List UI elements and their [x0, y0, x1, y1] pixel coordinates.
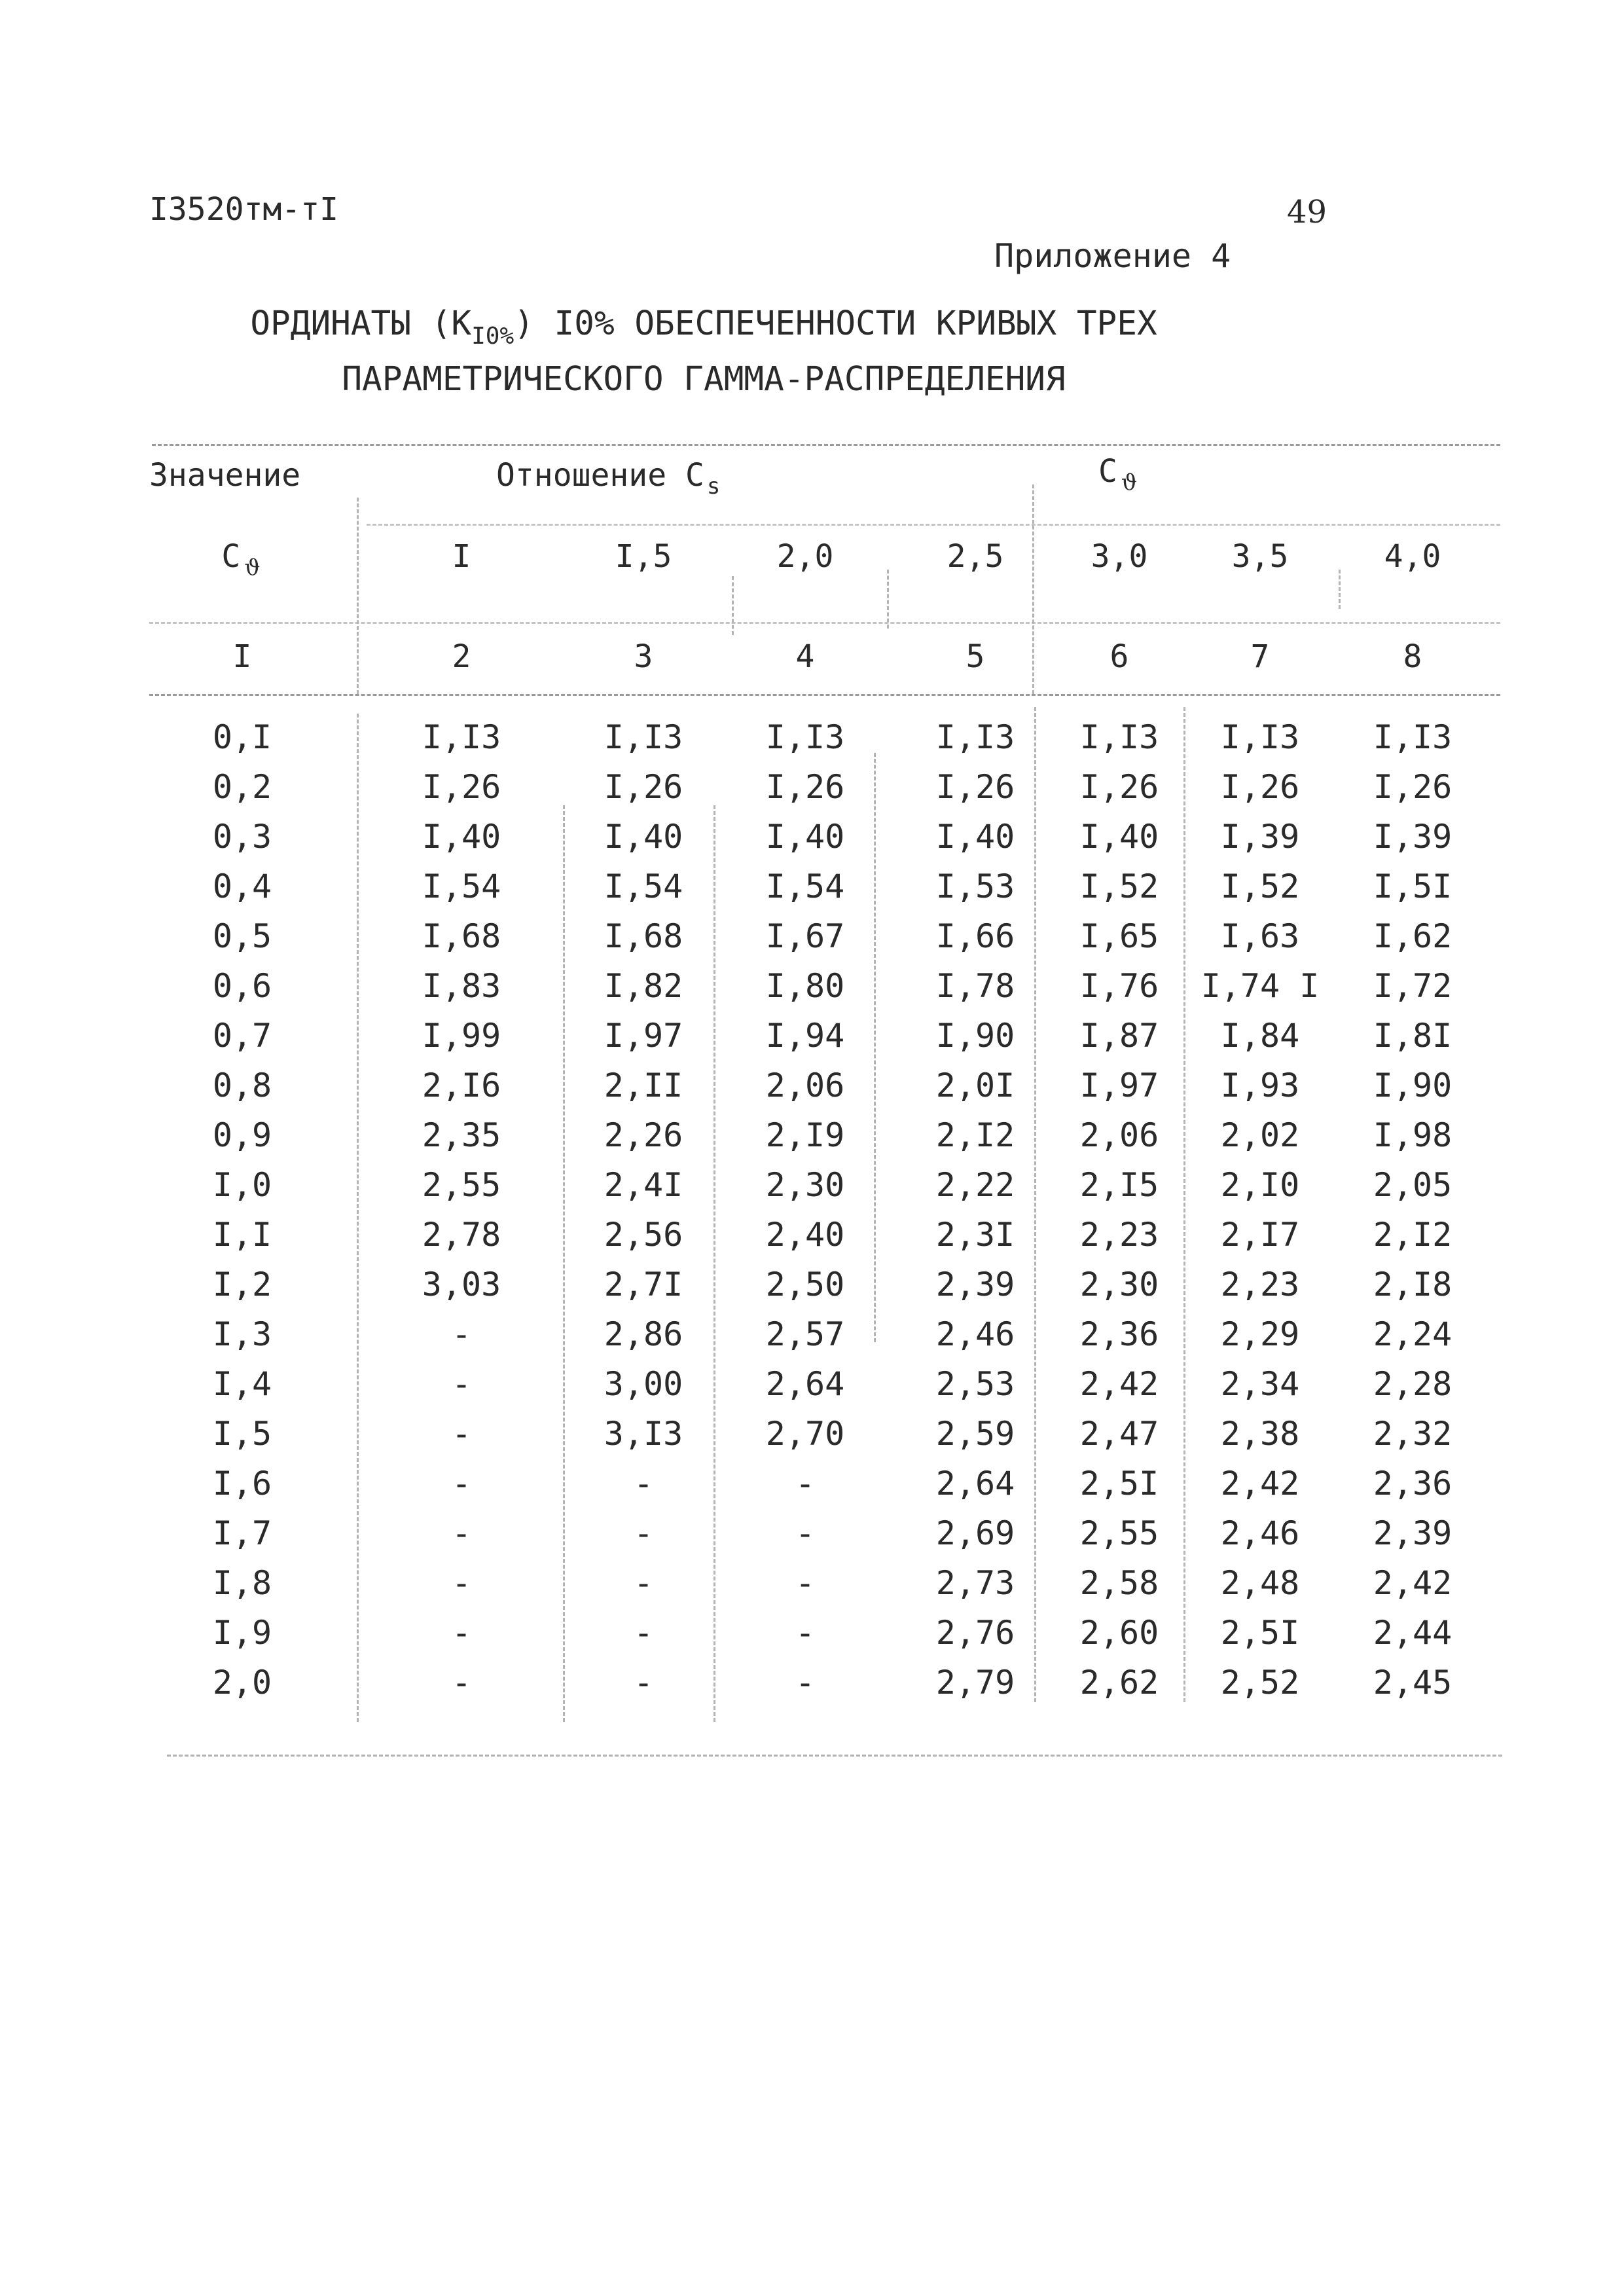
- ordinate-cell: 2,35: [422, 1116, 501, 1154]
- ordinate-cell: 2,42: [1220, 1465, 1300, 1503]
- ordinate-cell: I,97: [1079, 1066, 1159, 1104]
- ordinate-cell: I,I3: [765, 718, 845, 756]
- cv-value-cell: 2,0: [212, 1664, 272, 1702]
- ordinate-cell: I,80: [765, 967, 845, 1005]
- ordinate-cell: 2,4I: [604, 1166, 683, 1204]
- ordinate-cell: I,40: [422, 818, 501, 856]
- table-top-rule: [152, 444, 1500, 446]
- ordinate-cell: 2,42: [1079, 1365, 1159, 1403]
- cv-value-cell: 0,8: [212, 1066, 272, 1104]
- cv-value-cell: 0,I: [212, 718, 272, 756]
- column-divider: [732, 576, 734, 635]
- ordinate-cell: I,93: [1220, 1066, 1300, 1104]
- ordinate-cell: I,26: [422, 768, 501, 806]
- ordinate-cell: I,26: [935, 768, 1015, 806]
- title-subscript: I0%: [471, 323, 514, 350]
- ordinate-cell: I,8I: [1373, 1017, 1453, 1055]
- ordinate-cell: 2,56: [604, 1216, 683, 1254]
- ordinate-cell: 2,02: [1220, 1116, 1300, 1154]
- ordinate-cell: -: [451, 1315, 472, 1353]
- ordinate-cell: 2,29: [1220, 1315, 1300, 1353]
- ordinate-cell: I,39: [1220, 818, 1300, 856]
- ordinate-cell: I,40: [935, 818, 1015, 856]
- column-divider: [1183, 707, 1185, 1702]
- ordinate-cell: 2,53: [935, 1365, 1015, 1403]
- ordinate-cell: -: [451, 1365, 472, 1403]
- ordinate-cell: 2,30: [1079, 1266, 1159, 1303]
- ratio-value-header: 3,0: [1091, 538, 1148, 575]
- ordinate-cell: 2,39: [935, 1266, 1015, 1303]
- ordinate-cell: 2,I5: [1079, 1166, 1159, 1204]
- column-number: 6: [1110, 638, 1129, 675]
- ordinate-cell: 2,70: [765, 1415, 845, 1453]
- ordinate-cell: -: [451, 1415, 472, 1453]
- column-number: 5: [965, 638, 985, 675]
- ordinate-cell: 2,23: [1220, 1266, 1300, 1303]
- ordinate-cell: -: [795, 1664, 816, 1702]
- column-divider: [1034, 707, 1036, 1702]
- ratio-value-header: I: [452, 538, 471, 575]
- column-divider: [357, 498, 359, 694]
- ordinate-cell: 2,I6: [422, 1066, 501, 1104]
- ordinate-cell: 2,86: [604, 1315, 683, 1353]
- column-number: 3: [634, 638, 653, 675]
- cv-value-cell: I,3: [212, 1315, 272, 1353]
- ordinate-cell: 2,36: [1079, 1315, 1159, 1353]
- table-bottom-rule: [167, 1755, 1502, 1757]
- ordinate-cell: I,74 I: [1200, 967, 1320, 1005]
- ordinate-cell: 2,I9: [765, 1116, 845, 1154]
- header-cv-row-letter: C: [221, 538, 241, 575]
- cv-value-cell: I,8: [212, 1564, 272, 1602]
- ordinate-cell: I,72: [1373, 967, 1453, 1005]
- ordinate-cell: 2,I0: [1220, 1166, 1300, 1204]
- ordinate-cell: -: [451, 1514, 472, 1552]
- ordinate-cell: 2,55: [422, 1166, 501, 1204]
- cv-value-cell: 0,7: [212, 1017, 272, 1055]
- ordinate-cell: 2,55: [1079, 1514, 1159, 1552]
- cv-value-cell: 0,6: [212, 967, 272, 1005]
- ordinate-cell: 2,36: [1373, 1465, 1453, 1503]
- ordinate-cell: 2,39: [1373, 1514, 1453, 1552]
- header-cv-row-sub: ϑ: [244, 555, 261, 581]
- header-cv-row: [221, 538, 261, 581]
- page-number: 49: [1287, 194, 1327, 230]
- ordinate-cell: 2,48: [1220, 1564, 1300, 1602]
- ordinate-cell: 2,06: [1079, 1116, 1159, 1154]
- header-cs: C: [685, 457, 704, 494]
- ordinate-cell: 2,24: [1373, 1315, 1453, 1353]
- ordinate-cell: 2,64: [765, 1365, 845, 1403]
- ordinate-cell: I,52: [1220, 867, 1300, 905]
- cv-value-cell: I,7: [212, 1514, 272, 1552]
- ratio-value-header: 4,0: [1384, 538, 1441, 575]
- ordinate-cell: 2,I8: [1373, 1266, 1453, 1303]
- ordinate-cell: 2,46: [1220, 1514, 1300, 1552]
- column-number: 4: [795, 638, 815, 675]
- ordinate-cell: I,53: [935, 867, 1015, 905]
- title-part2: ) I0% ОБЕСПЕЧЕННОСТИ КРИВЫХ ТРЕХ ПАРАМЕТРИЧЕСКОГО ГАММА-РАСПРЕДЕЛЕНИЯ: [342, 304, 1157, 399]
- ordinate-cell: I,78: [935, 967, 1015, 1005]
- cv-value-cell: I,5: [212, 1415, 272, 1453]
- ordinate-cell: I,54: [765, 867, 845, 905]
- ordinate-cell: 3,00: [604, 1365, 683, 1403]
- column-number: 2: [452, 638, 471, 675]
- ordinate-cell: I,40: [1079, 818, 1159, 856]
- ordinate-cell: -: [633, 1664, 654, 1702]
- ordinate-cell: I,I3: [1079, 718, 1159, 756]
- ordinate-cell: 2,73: [935, 1564, 1015, 1602]
- header-cs-sub: s: [706, 473, 721, 500]
- ordinate-cell: 2,47: [1079, 1415, 1159, 1453]
- ordinate-cell: I,40: [604, 818, 683, 856]
- ordinate-cell: I,98: [1373, 1116, 1453, 1154]
- ordinate-cell: I,I3: [1373, 718, 1453, 756]
- cv-value-cell: I,0: [212, 1166, 272, 1204]
- ordinate-cell: I,I3: [604, 718, 683, 756]
- column-number: I: [232, 638, 252, 675]
- ordinate-cell: 2,0I: [935, 1066, 1015, 1104]
- ordinate-cell: 2,34: [1220, 1365, 1300, 1403]
- ordinate-cell: I,76: [1079, 967, 1159, 1005]
- ordinate-cell: 2,3I: [935, 1216, 1015, 1254]
- subheader-rule: [367, 524, 1500, 526]
- ordinate-cell: I,97: [604, 1017, 683, 1055]
- ordinate-cell: 2,06: [765, 1066, 845, 1104]
- ordinate-cell: 2,32: [1373, 1415, 1453, 1453]
- ordinate-cell: 2,22: [935, 1166, 1015, 1204]
- ordinate-cell: 2,78: [422, 1216, 501, 1254]
- ordinate-cell: 2,38: [1220, 1415, 1300, 1453]
- ordinate-cell: 2,42: [1373, 1564, 1453, 1602]
- ordinate-cell: 2,59: [935, 1415, 1015, 1453]
- ordinate-cell: I,68: [604, 917, 683, 955]
- ordinate-cell: 2,64: [935, 1465, 1015, 1503]
- ordinate-cell: -: [795, 1564, 816, 1602]
- document-code: I3520тм-тI: [149, 191, 338, 228]
- header-value: Значение: [149, 457, 301, 494]
- ordinate-cell: I,26: [1220, 768, 1300, 806]
- ordinate-cell: I,54: [604, 867, 683, 905]
- ordinate-cell: I,90: [1373, 1066, 1453, 1104]
- ordinate-cell: 2,69: [935, 1514, 1015, 1552]
- ordinate-cell: I,5I: [1373, 867, 1453, 905]
- ordinate-cell: -: [451, 1465, 472, 1503]
- header-ratio: [496, 457, 721, 500]
- cv-value-cell: I,2: [212, 1266, 272, 1303]
- ratio-value-header: 2,0: [776, 538, 834, 575]
- cv-value-cell: 0,3: [212, 818, 272, 856]
- cv-value-cell: 0,5: [212, 917, 272, 955]
- ordinate-cell: I,54: [422, 867, 501, 905]
- column-divider: [1032, 484, 1034, 694]
- title-part1: ОРДИНАТЫ (К: [250, 304, 472, 343]
- cv-value-cell: I,I: [212, 1216, 272, 1254]
- ordinate-cell: -: [633, 1564, 654, 1602]
- ordinate-cell: 2,52: [1220, 1664, 1300, 1702]
- ordinate-cell: 2,40: [765, 1216, 845, 1254]
- ordinate-cell: 2,60: [1079, 1614, 1159, 1652]
- ordinate-cell: 2,30: [765, 1166, 845, 1204]
- ordinate-cell: -: [633, 1614, 654, 1652]
- cv-value-cell: I,6: [212, 1465, 272, 1503]
- column-divider: [563, 805, 565, 1722]
- document-title: [223, 298, 1185, 406]
- ordinate-cell: I,62: [1373, 917, 1453, 955]
- ordinate-cell: 3,03: [422, 1266, 501, 1303]
- ordinate-cell: I,26: [1079, 768, 1159, 806]
- ordinate-cell: I,66: [935, 917, 1015, 955]
- column-divider: [874, 753, 876, 1342]
- ordinate-cell: 2,7I: [604, 1266, 683, 1303]
- ordinate-cell: I,83: [422, 967, 501, 1005]
- ordinate-cell: 2,46: [935, 1315, 1015, 1353]
- ordinate-cell: 2,26: [604, 1116, 683, 1154]
- ordinate-cell: I,82: [604, 967, 683, 1005]
- ratio-value-header: 2,5: [947, 538, 1004, 575]
- ordinate-cell: 3,I3: [604, 1415, 683, 1453]
- ordinate-cell: I,26: [604, 768, 683, 806]
- ordinate-cell: I,94: [765, 1017, 845, 1055]
- ordinate-cell: I,I3: [1220, 718, 1300, 756]
- header-cv-letter: C: [1098, 453, 1117, 490]
- ordinate-cell: -: [451, 1614, 472, 1652]
- ordinate-cell: I,99: [422, 1017, 501, 1055]
- column-divider: [357, 714, 359, 1722]
- ordinate-cell: 2,5I: [1220, 1614, 1300, 1652]
- ordinate-cell: I,65: [1079, 917, 1159, 955]
- ordinate-cell: 2,05: [1373, 1166, 1453, 1204]
- ordinate-cell: 2,I2: [1373, 1216, 1453, 1254]
- ordinate-cell: 2,23: [1079, 1216, 1159, 1254]
- ordinate-cell: -: [633, 1514, 654, 1552]
- ordinate-cell: 2,79: [935, 1664, 1015, 1702]
- cv-value-cell: 0,9: [212, 1116, 272, 1154]
- ordinate-cell: I,I3: [422, 718, 501, 756]
- ordinate-cell: 2,58: [1079, 1564, 1159, 1602]
- header-bottom-rule: [149, 694, 1500, 696]
- header-cv-sub: ϑ: [1121, 469, 1138, 496]
- ordinate-cell: -: [795, 1514, 816, 1552]
- ordinate-cell: 2,50: [765, 1266, 845, 1303]
- header-ratio-label: Отношение: [496, 457, 667, 494]
- ordinate-cell: I,84: [1220, 1017, 1300, 1055]
- column-divider: [1339, 570, 1341, 609]
- ordinate-cell: 2,44: [1373, 1614, 1453, 1652]
- ratio-value-header: 3,5: [1231, 538, 1289, 575]
- ordinate-cell: -: [633, 1465, 654, 1503]
- ordinate-cell: I,I3: [935, 718, 1015, 756]
- cv-value-cell: 0,2: [212, 768, 272, 806]
- column-divider: [887, 570, 889, 629]
- column-number: 8: [1403, 638, 1422, 675]
- cv-value-cell: 0,4: [212, 867, 272, 905]
- ordinate-cell: I,63: [1220, 917, 1300, 955]
- ordinate-cell: -: [451, 1664, 472, 1702]
- ratio-value-header: I,5: [615, 538, 672, 575]
- ordinate-cell: 2,I2: [935, 1116, 1015, 1154]
- cv-value-cell: I,4: [212, 1365, 272, 1403]
- ordinate-cell: I,68: [422, 917, 501, 955]
- ordinate-cell: -: [451, 1564, 472, 1602]
- ordinate-cell: I,26: [1373, 768, 1453, 806]
- ordinate-cell: 2,28: [1373, 1365, 1453, 1403]
- cv-value-cell: I,9: [212, 1614, 272, 1652]
- ordinate-cell: 2,II: [604, 1066, 683, 1104]
- ordinate-cell: I,39: [1373, 818, 1453, 856]
- ordinate-cell: 2,76: [935, 1614, 1015, 1652]
- ratio-rule: [149, 622, 1500, 624]
- ordinate-cell: 2,5I: [1079, 1465, 1159, 1503]
- ordinate-cell: I,26: [765, 768, 845, 806]
- appendix-label: Приложение 4: [994, 237, 1231, 275]
- ordinate-cell: I,52: [1079, 867, 1159, 905]
- ordinate-cell: 2,62: [1079, 1664, 1159, 1702]
- ordinate-cell: I,40: [765, 818, 845, 856]
- ordinate-cell: 2,45: [1373, 1664, 1453, 1702]
- ordinate-cell: I,90: [935, 1017, 1015, 1055]
- ordinate-cell: I,67: [765, 917, 845, 955]
- ordinate-cell: -: [795, 1614, 816, 1652]
- column-number: 7: [1250, 638, 1270, 675]
- column-divider: [713, 805, 715, 1722]
- header-cv: [1098, 453, 1138, 496]
- ordinate-cell: 2,I7: [1220, 1216, 1300, 1254]
- ordinate-cell: -: [795, 1465, 816, 1503]
- ordinate-cell: I,87: [1079, 1017, 1159, 1055]
- ordinate-cell: 2,57: [765, 1315, 845, 1353]
